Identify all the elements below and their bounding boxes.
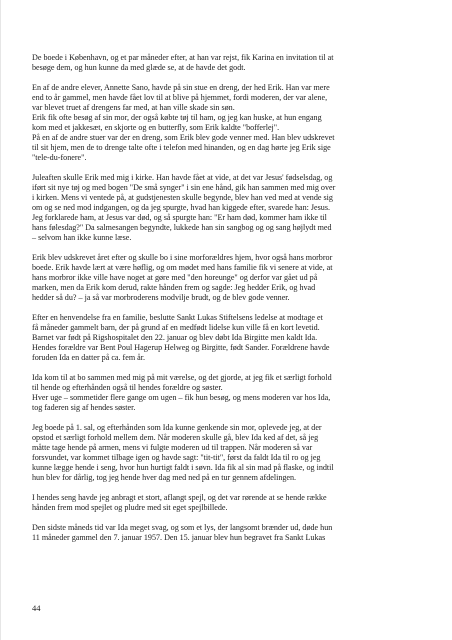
text-line: Hver uge – sommetider flere gange om ugen – fik hun besøg, og mens moderen var hos Ida,	[32, 393, 331, 402]
paragraph	[32, 373, 422, 413]
text-line: om og se ned mod indgangen, og da jeg spurgte, hvad han kiggede efter, svarede han: Jesus.	[32, 203, 331, 212]
text-line: Efter en henvendelse fra en familie, beslutte Sankt Lukas Stiftelsens ledelse at modtage et	[32, 313, 323, 322]
text-line: kunne lægge hende i seng, hvor hun hurtigt faldt i søvn. Ida fik al sin mad på flaske, og indtil	[32, 463, 334, 472]
text-line: Juleaften skulle Erik med mig i kirke. Han havde fået at vide, at det var Jesus' fødselsdag, og	[32, 173, 333, 182]
text-line: hedder så du? – ja så var morbroderens modvilje brudt, og de blev gode venner.	[32, 293, 290, 302]
text-line: Erik fik ofte besøg af sin mor, der også købte tøj til ham, og jeg kan huske, at hun engang	[32, 113, 322, 122]
text-line: hånden frem mod spejlet og pludre med sit eget spejlbillede.	[32, 503, 228, 512]
text-line: Jeg boede på 1. sal, og efterhånden som Ida kunne genkende sin mor, oplevede jeg, at der	[32, 423, 322, 432]
paragraph	[32, 423, 422, 483]
text-line: forsvundet, var kommet tilbage igen og havde sagt: "tit-tit", først da faldt Ida til ro og jeg	[32, 453, 321, 462]
paragraph	[32, 253, 422, 303]
text-line: hans morbror ikke ville have noget at gøre med "den horeunge" og derfor var gået ud på	[32, 273, 318, 282]
text-line: I hendes seng havde jeg anbragt et stort, aflangt spejl, og det var rørende at se hende række	[32, 493, 327, 502]
text-line: tog faderen sig af hendes søster.	[32, 403, 136, 412]
text-line: opstod et særligt forhold mellem dem. Når moderen skulle gå, blev Ida ked af det, så jeg	[32, 433, 319, 442]
text-line: Erik blev udskrevet året efter og skulle bo i sine morforældres hjem, hvor også hans morbror	[32, 253, 333, 262]
text-line: De boede i København, og et par måneder efter, at han var rejst, fik Karina en invitation til at	[32, 53, 334, 62]
text-line: i kirken. Mens vi ventede på, at gudstjenesten skulle begynde, blev han ved med at vende sig	[32, 193, 333, 202]
paragraph	[32, 53, 422, 73]
text-line: En af de andre elever, Annette Sano, havde på sin stue en dreng, der hed Erik. Han var mere	[32, 83, 330, 92]
text-line: hun blev for dårlig, tog jeg hende hver dag med ned på en tur gennem afdelingen.	[32, 473, 297, 482]
page-number: 44	[32, 603, 41, 613]
paragraph	[32, 313, 422, 363]
paragraph	[32, 523, 422, 543]
text-line: iført sit nye tøj og med bogen "De små synger" i sin ene hånd, gik han sammen med mig over	[32, 183, 336, 192]
text-line: 11 måneder gammel den 7. januar 1957. Den 15. januar blev hun begravet fra Sankt Lukas	[32, 533, 326, 542]
paragraph	[32, 493, 422, 513]
text-line: var blevet truet af drengens far med, at han ville skade sin søn.	[32, 103, 235, 112]
text-line: "tele-du-fonere".	[32, 153, 87, 162]
text-line: måtte tage hende på armen, mens vi fulgte moderen ud til trappen. Når moderen så var	[32, 443, 313, 452]
text-line: Den sidste måneds tid var Ida meget svag, og som et lys, der langsomt brænder ud, døde hun	[32, 523, 333, 532]
text-line: til hende og efterhånden også til hendes forældre og søster.	[32, 383, 223, 392]
text-line: Hendes forældre var Bent Poul Hagerup Helweg og Birgitte, født Sander. Forældrene havde	[32, 343, 330, 352]
text-line: hans følesdag?" Da salmesangen begyndte, lukkede han sin sangbog og og sang højlydt med	[32, 223, 332, 232]
paragraph	[32, 83, 422, 163]
text-line: Barnet var født på Rigshospitalet den 22. januar og blev døbt Ida Birgitte men kaldt Ida.	[32, 333, 318, 342]
text-line: På en af de andre stuer var der en dreng, som Erik blev gode venner med. Han blev udskrevet	[32, 133, 335, 142]
text-line: boede. Erik havde lært at være høflig, og om mødet med hans familie fik vi senere at vide, at	[32, 263, 333, 272]
text-line: end to år gammel, men havde fået lov til at blive på hjemmet, fordi moderen, der var alene,	[32, 93, 328, 102]
body-text	[32, 53, 422, 543]
text-line: – selvom han ikke kunne læse.	[32, 233, 132, 242]
text-line: Jeg forklarede ham, at Jesus var død, og så spurgte han: "Er ham død, kommer ham ikke til	[32, 213, 327, 222]
text-line: Ida kom til at bo sammen med mig på mit værelse, og det gjorde, at jeg fik et særligt forhold	[32, 373, 332, 382]
text-line: besøge dem, og hun kunne da med glæde se, at de havde det godt.	[32, 63, 246, 72]
text-line: marken, men da Erik kom derud, rakte hånden frem og sagde: Jeg hedder Erik, og hvad	[32, 283, 316, 292]
text-line: til sit hjem, men de to drenge talte ofte i telefon med hinanden, og en dag hørte jeg Erik sige	[32, 143, 331, 152]
text-line: få måneder gammelt barn, der på grund af en medfødt lidelse kun ville få en kort levetid.	[32, 323, 320, 332]
text-line: foruden Ida en datter på ca. fem år.	[32, 353, 146, 362]
text-line: kom med et jakkesæt, en skjorte og en butterfly, som Erik kaldte "bofferlej".	[32, 123, 280, 132]
paragraph	[32, 173, 422, 243]
